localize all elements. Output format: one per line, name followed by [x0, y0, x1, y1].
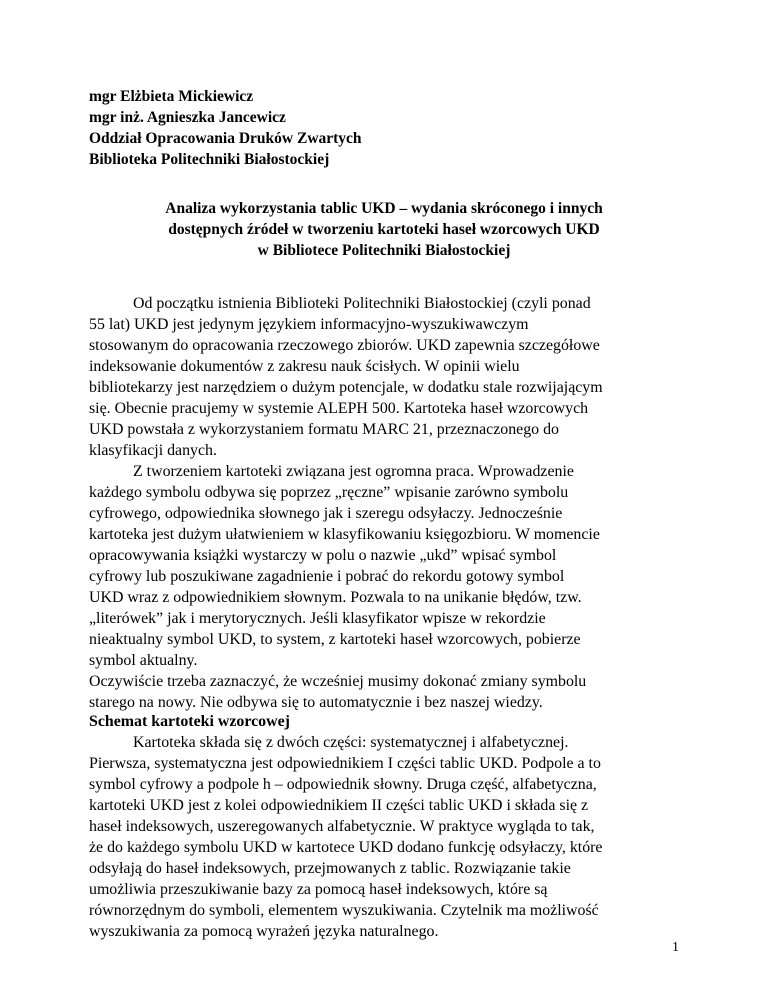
text-line: Z tworzeniem kartoteki związana jest ogromna praca. Wprowadzenie: [133, 463, 574, 480]
text-line: symbol cyfrowy a podpole h – odpowiednik słowny. Druga część, alfabetyczna,: [89, 776, 597, 793]
text-line: opracowywania książki wystarczy w polu o nazwie „ukd” wpisać symbol: [89, 547, 557, 564]
text-line: że do każdego symbolu UKD w kartotece UKD dodano funkcję odsyłaczy, które: [89, 839, 603, 856]
section-heading: Schemat kartoteki wzorcowej: [89, 713, 290, 730]
text-line: UKD powstała z wykorzystaniem formatu MARC 21, przeznaczonego do: [89, 421, 559, 438]
text-line: umożliwia przeszukiwanie bazy za pomocą haseł indeksowych, które są: [89, 881, 548, 898]
text-line: Pierwsza, systematyczna jest odpowiednikiem I części tablic UKD. Podpole a to: [89, 755, 601, 772]
text-line: kartoteka jest dużym ułatwieniem w klasyfikowaniu księgozbioru. W momencie: [89, 526, 600, 543]
text-line: symbol aktualny.: [89, 652, 198, 669]
department-name: Oddział Opracowania Druków Zwartych: [89, 130, 362, 147]
text-line: cyfrowy lub poszukiwane zagadnienie i pobrać do rekordu gotowy symbol: [89, 568, 565, 585]
text-line: starego na nowy. Nie odbywa się to automatycznie i bez naszej wiedzy.: [89, 694, 543, 711]
text-line: UKD wraz z odpowiednikiem słownym. Pozwala to na unikanie błędów, tzw.: [89, 589, 582, 606]
text-line: równorzędnym do symboli, elementem wyszukiwania. Czytelnik ma możliwość: [89, 902, 599, 919]
text-line: cyfrowego, odpowiednika słownego jak i szeregu odsyłaczy. Jednocześnie: [89, 505, 563, 522]
text-line: Od początku istnienia Biblioteki Politechniki Białostockiej (czyli ponad: [133, 295, 591, 312]
text-line: 55 lat) UKD jest jedynym językiem informacyjno-wyszukiwawczym: [89, 316, 529, 333]
document-title: [60, 198, 708, 261]
text-line: nieaktualny symbol UKD, to system, z kartoteki haseł wzorcowych, pobierze: [89, 631, 581, 648]
text-line: bibliotekarzy jest narzędziem o dużym potencjale, w dodatku stale rozwijającym: [89, 379, 603, 396]
text-line: się. Obecnie pracujemy w systemie ALEPH 500. Kartoteka haseł wzorcowych: [89, 400, 589, 417]
text-line: każdego symbolu odbywa się poprzez „ręczne” wpisanie zarówno symbolu: [89, 484, 569, 501]
text-line: kartoteki UKD jest z kolei odpowiednikiem II części tablic UKD i składa się z: [89, 797, 589, 814]
page-number: 1: [672, 940, 679, 955]
title-line: dostępnych źródeł w tworzeniu kartoteki haseł wzorcowych UKD: [168, 221, 600, 238]
text-line: Kartoteka składa się z dwóch części: systematycznej i alfabetycznej.: [133, 734, 569, 751]
intro-section: [89, 293, 689, 713]
title-line: w Bibliotece Politechniki Białostockiej: [257, 242, 511, 259]
text-line: odsyłają do haseł indeksowych, przejmowanych z tablic. Rozwiązanie takie: [89, 860, 571, 877]
institution-name: Biblioteka Politechniki Białostockiej: [89, 151, 330, 168]
author-name: mgr Elżbieta Mickiewicz: [89, 88, 254, 105]
title-line: Analiza wykorzystania tablic UKD – wydania skróconego i innych: [165, 200, 603, 217]
text-line: „literówek” jak i merytorycznych. Jeśli klasyfikator wpisze w rekordzie: [89, 610, 546, 627]
text-line: wyszukiwania za pomocą wyrażeń języka naturalnego.: [89, 923, 439, 940]
text-line: Oczywiście trzeba zaznaczyć, że wcześniej musimy dokonać zmiany symbolu: [89, 673, 587, 690]
text-line: klasyfikacji danych.: [89, 442, 217, 459]
author-block: [89, 86, 689, 170]
schema-section: [89, 732, 689, 942]
text-line: indeksowanie dokumentów z zakresu nauk ścisłych. W opinii wielu: [89, 358, 520, 375]
text-line: haseł indeksowych, uszeregowanych alfabetycznie. W praktyce wygląda to tak,: [89, 818, 595, 835]
author-name: mgr inż. Agnieszka Jancewicz: [89, 109, 286, 126]
text-line: stosowanym do opracowania rzeczowego zbiorów. UKD zapewnia szczegółowe: [89, 337, 600, 354]
